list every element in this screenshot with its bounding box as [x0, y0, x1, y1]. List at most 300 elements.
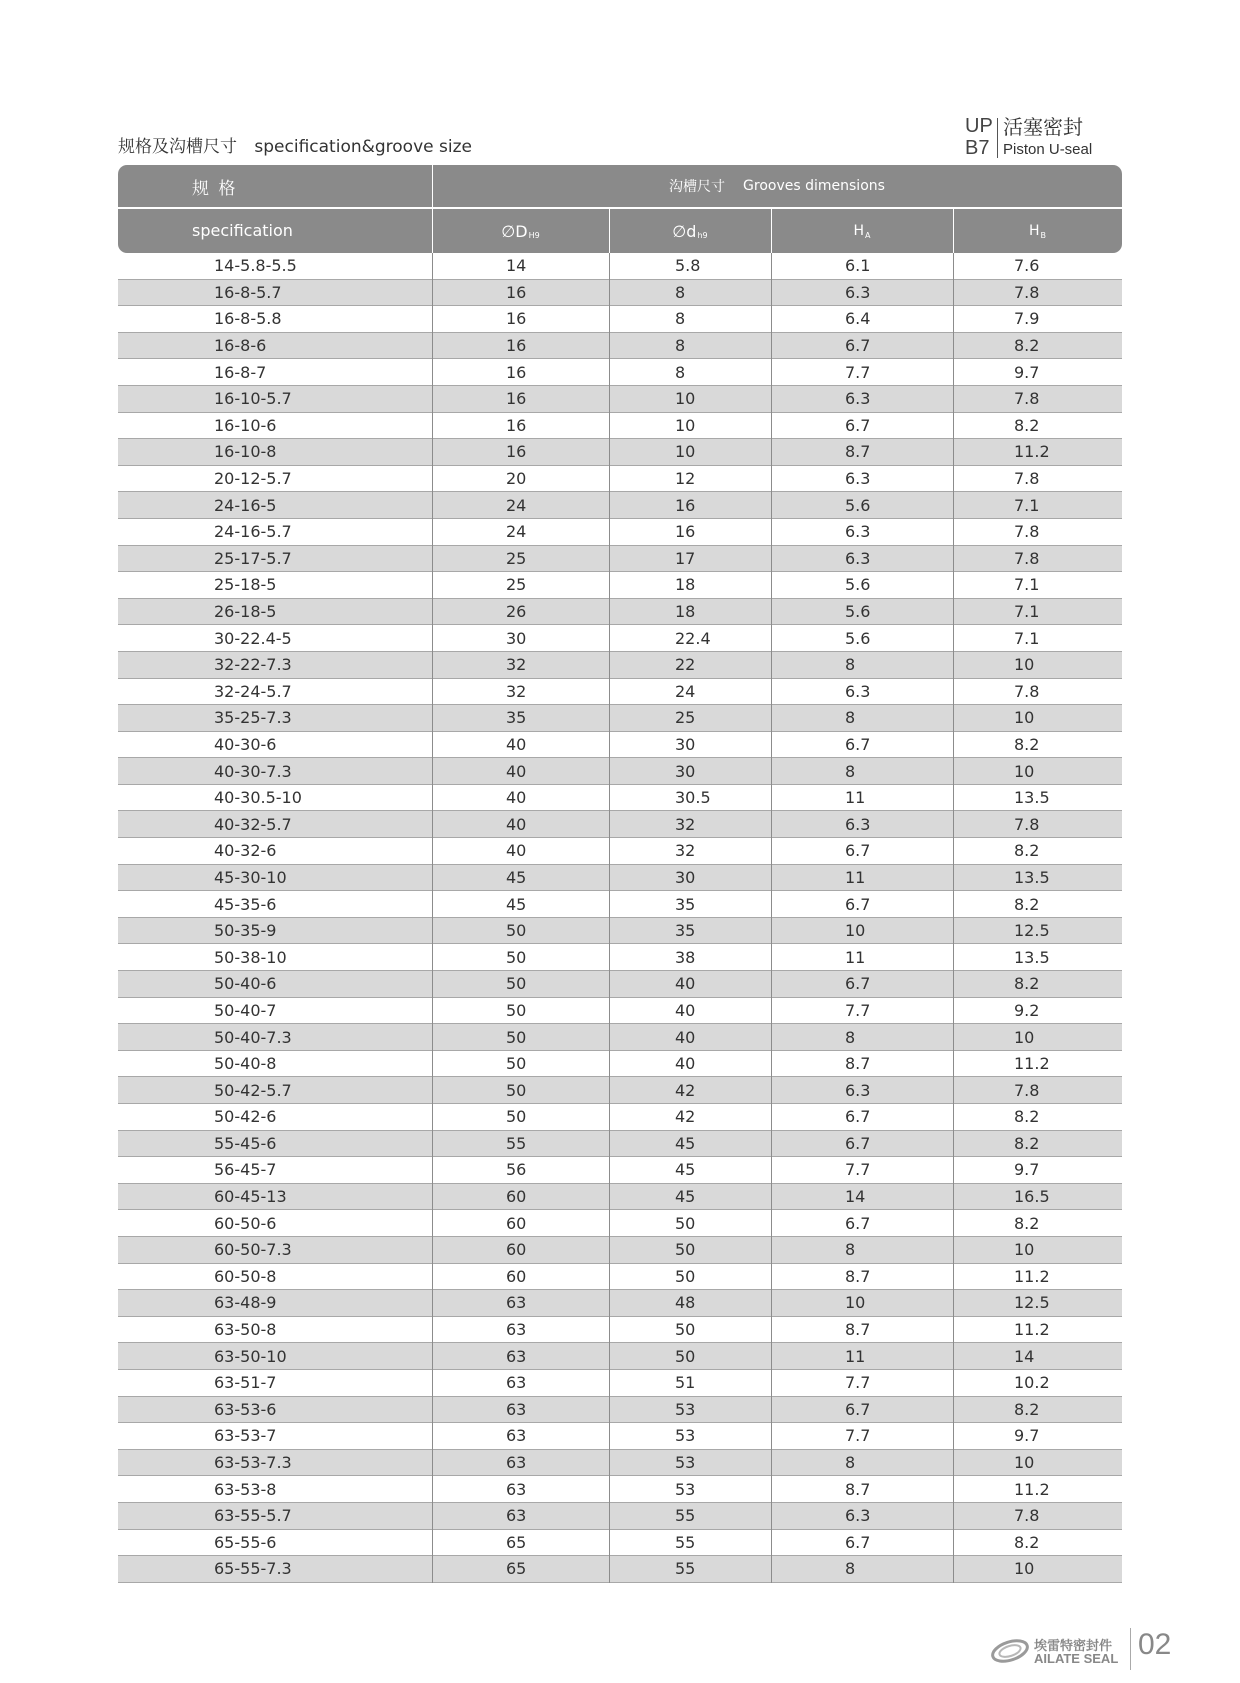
cell-HA: 6.7: [845, 1133, 871, 1153]
cell-HB: 10: [1014, 761, 1035, 781]
cell-spec: 26-18-5: [214, 602, 277, 622]
brand-name-en: AILATE SEAL: [1034, 1651, 1119, 1666]
cell-HB: 7.1: [1014, 628, 1040, 648]
table-row: [118, 625, 1122, 652]
cell-D: 50: [506, 1000, 527, 1020]
cell-spec: 63-50-10: [214, 1346, 287, 1366]
cell-D: 50: [506, 1027, 527, 1047]
cell-HB: 8.2: [1014, 336, 1040, 356]
cell-spec: 24-16-5.7: [214, 522, 292, 542]
cell-d: 8: [675, 336, 686, 356]
cell-D: 32: [506, 681, 527, 701]
cell-HB: 10: [1014, 1027, 1035, 1047]
cell-HA: 6.7: [845, 336, 871, 356]
header-divider-v: [432, 165, 433, 253]
cell-spec: 50-42-5.7: [214, 1080, 292, 1100]
cell-HB: 8.2: [1014, 1213, 1040, 1233]
cell-HB: 13.5: [1014, 867, 1050, 887]
cell-spec: 50-40-6: [214, 974, 277, 994]
cell-HA: 7.7: [845, 1373, 871, 1393]
cell-D: 55: [506, 1133, 527, 1153]
cell-D: 63: [506, 1399, 527, 1419]
cell-HB: 10: [1014, 655, 1035, 675]
cell-HB: 11.2: [1014, 1320, 1050, 1340]
cell-spec: 24-16-5: [214, 495, 277, 515]
cell-D: 40: [506, 841, 527, 861]
col-header-HA-sub: A: [865, 230, 871, 240]
table-row: [118, 918, 1122, 945]
cell-spec: 50-40-7.3: [214, 1027, 292, 1047]
cell-d: 30: [675, 761, 696, 781]
cell-D: 60: [506, 1213, 527, 1233]
cell-HA: 5.6: [845, 495, 871, 515]
cell-HA: 6.7: [845, 894, 871, 914]
table-row: [118, 492, 1122, 519]
cell-d: 17: [675, 548, 696, 568]
cell-HA: 11: [845, 788, 866, 808]
cell-d: 55: [675, 1532, 696, 1552]
cell-d: 53: [675, 1479, 696, 1499]
table-row: [118, 546, 1122, 573]
cell-spec: 63-53-7.3: [214, 1453, 292, 1473]
cell-spec: 60-50-6: [214, 1213, 277, 1233]
cell-HA: 6.7: [845, 974, 871, 994]
cell-HA: 6.7: [845, 734, 871, 754]
cell-spec: 16-10-5.7: [214, 389, 292, 409]
cell-HB: 9.7: [1014, 1160, 1040, 1180]
table-row: [118, 1317, 1122, 1344]
cell-HA: 8.7: [845, 442, 871, 462]
table-row: [118, 1131, 1122, 1158]
cell-HA: 8: [845, 1559, 856, 1579]
cell-spec: 30-22.4-5: [214, 628, 292, 648]
cell-HA: 8.7: [845, 1479, 871, 1499]
col-header-D: [432, 209, 609, 253]
table-row: [118, 1210, 1122, 1237]
cell-D: 40: [506, 788, 527, 808]
cell-d: 32: [675, 841, 696, 861]
cell-D: 50: [506, 947, 527, 967]
cell-HA: 8: [845, 1453, 856, 1473]
cell-HA: 8: [845, 708, 856, 728]
cell-HB: 7.8: [1014, 548, 1040, 568]
cell-d: 18: [675, 575, 696, 595]
cell-D: 45: [506, 867, 527, 887]
cell-D: 16: [506, 336, 527, 356]
table-row: [118, 732, 1122, 759]
product-code-line2: B7: [965, 137, 990, 159]
table-row: [118, 466, 1122, 493]
cell-spec: 40-30-7.3: [214, 761, 292, 781]
cell-spec: 63-50-8: [214, 1320, 277, 1340]
cell-d: 5.8: [675, 256, 701, 276]
cell-spec: 45-35-6: [214, 894, 277, 914]
cell-HB: 12.5: [1014, 1293, 1050, 1313]
cell-spec: 50-42-6: [214, 1107, 277, 1127]
cell-d: 35: [675, 894, 696, 914]
header-divider-v: [609, 209, 610, 253]
cell-HA: 6.7: [845, 841, 871, 861]
cell-HA: 11: [845, 1346, 866, 1366]
cell-D: 24: [506, 522, 527, 542]
cell-D: 16: [506, 415, 527, 435]
cell-D: 45: [506, 894, 527, 914]
cell-spec: 40-30-6: [214, 734, 277, 754]
cell-HB: 16.5: [1014, 1187, 1050, 1207]
cell-D: 25: [506, 548, 527, 568]
cell-d: 50: [675, 1266, 696, 1286]
cell-HB: 8.2: [1014, 894, 1040, 914]
cell-d: 38: [675, 947, 696, 967]
cell-spec: 14-5.8-5.5: [214, 256, 297, 276]
cell-HB: 8.2: [1014, 1532, 1040, 1552]
col-header-d-main: d: [686, 221, 697, 241]
col-header-HA: [771, 209, 953, 253]
groove-header-en: Grooves dimensions: [743, 178, 885, 194]
cell-spec: 60-50-7.3: [214, 1240, 292, 1260]
cell-d: 50: [675, 1320, 696, 1340]
table-body: [118, 253, 1122, 1583]
column-divider: [609, 253, 610, 1583]
cell-spec: 63-48-9: [214, 1293, 277, 1313]
cell-HB: 8.2: [1014, 1133, 1040, 1153]
table-row: [118, 891, 1122, 918]
spec-header-en: specification: [192, 220, 293, 240]
table-row: [118, 386, 1122, 413]
cell-HA: 6.3: [845, 522, 871, 542]
product-name-en: Piston U-seal: [1003, 141, 1093, 158]
cell-D: 24: [506, 495, 527, 515]
cell-HB: 7.8: [1014, 814, 1040, 834]
cell-spec: 63-53-6: [214, 1399, 277, 1419]
table-row: [118, 1476, 1122, 1503]
cell-d: 50: [675, 1346, 696, 1366]
cell-HB: 7.1: [1014, 602, 1040, 622]
table-row: [118, 1530, 1122, 1557]
cell-d: 10: [675, 389, 696, 409]
cell-d: 25: [675, 708, 696, 728]
cell-HA: 10: [845, 1293, 866, 1313]
cell-HA: 8: [845, 761, 856, 781]
cell-HB: 8.2: [1014, 734, 1040, 754]
cell-D: 50: [506, 974, 527, 994]
cell-d: 30.5: [675, 788, 711, 808]
cell-HB: 11.2: [1014, 442, 1050, 462]
table-row: [118, 1343, 1122, 1370]
cell-d: 10: [675, 442, 696, 462]
cell-spec: 50-35-9: [214, 921, 277, 941]
cell-D: 50: [506, 1054, 527, 1074]
product-name-zh: 活塞密封: [1003, 115, 1083, 139]
cell-HB: 8.2: [1014, 1399, 1040, 1419]
cell-d: 35: [675, 921, 696, 941]
cell-spec: 50-40-8: [214, 1054, 277, 1074]
header-divider-h: [118, 207, 1122, 209]
cell-d: 30: [675, 867, 696, 887]
cell-spec: 16-8-5.7: [214, 282, 282, 302]
cell-D: 63: [506, 1320, 527, 1340]
table-row: [118, 1290, 1122, 1317]
spec-header-zh: 规 格: [192, 178, 238, 199]
cell-spec: 16-8-7: [214, 362, 267, 382]
cell-d: 16: [675, 522, 696, 542]
cell-spec: 55-45-6: [214, 1133, 277, 1153]
cell-spec: 63-51-7: [214, 1373, 277, 1393]
table-row: [118, 1397, 1122, 1424]
table-row: [118, 253, 1122, 280]
cell-HA: 6.7: [845, 1107, 871, 1127]
cell-HB: 7.8: [1014, 681, 1040, 701]
page-title-en: specification&groove size: [254, 137, 472, 157]
cell-HB: 10: [1014, 708, 1035, 728]
cell-HA: 7.7: [845, 1426, 871, 1446]
cell-spec: 65-55-7.3: [214, 1559, 292, 1579]
cell-HB: 8.2: [1014, 415, 1040, 435]
cell-HA: 6.3: [845, 1080, 871, 1100]
cell-spec: 32-24-5.7: [214, 681, 292, 701]
table-row: [118, 998, 1122, 1025]
cell-d: 30: [675, 734, 696, 754]
header-divider-v: [771, 209, 772, 253]
cell-HB: 7.1: [1014, 575, 1040, 595]
cell-d: 12: [675, 469, 696, 489]
cell-HB: 13.5: [1014, 947, 1050, 967]
cell-HA: 6.4: [845, 309, 871, 329]
cell-HB: 9.2: [1014, 1000, 1040, 1020]
cell-HA: 6.1: [845, 256, 871, 276]
table-row: [118, 572, 1122, 599]
cell-HA: 8.7: [845, 1320, 871, 1340]
table-row: [118, 865, 1122, 892]
cell-d: 53: [675, 1399, 696, 1419]
cell-D: 63: [506, 1346, 527, 1366]
cell-HB: 10: [1014, 1453, 1035, 1473]
table-row: [118, 306, 1122, 333]
table-row: [118, 811, 1122, 838]
cell-D: 16: [506, 282, 527, 302]
cell-HA: 7.7: [845, 1160, 871, 1180]
cell-D: 16: [506, 362, 527, 382]
brand-name-zh: 埃雷特密封件: [1034, 1639, 1113, 1654]
cell-D: 60: [506, 1240, 527, 1260]
cell-HA: 7.7: [845, 362, 871, 382]
table-row: [118, 1104, 1122, 1131]
cell-HA: 8: [845, 1027, 856, 1047]
table-row: [118, 439, 1122, 466]
cell-HB: 9.7: [1014, 1426, 1040, 1446]
cell-D: 16: [506, 442, 527, 462]
cell-HA: 11: [845, 947, 866, 967]
cell-HB: 7.9: [1014, 309, 1040, 329]
table-row: [118, 359, 1122, 386]
cell-HA: 7.7: [845, 1000, 871, 1020]
cell-spec: 40-32-6: [214, 841, 277, 861]
cell-spec: 50-38-10: [214, 947, 287, 967]
cell-d: 8: [675, 309, 686, 329]
cell-HA: 6.7: [845, 1399, 871, 1419]
cell-d: 51: [675, 1373, 696, 1393]
cell-HA: 5.6: [845, 575, 871, 595]
cell-HA: 10: [845, 921, 866, 941]
cell-D: 50: [506, 1080, 527, 1100]
cell-D: 35: [506, 708, 527, 728]
product-code-line1: UP: [965, 115, 993, 137]
cell-HA: 6.3: [845, 681, 871, 701]
cell-HA: 8.7: [845, 1266, 871, 1286]
cell-HB: 7.8: [1014, 469, 1040, 489]
table-header: [118, 165, 1122, 253]
cell-HB: 11.2: [1014, 1054, 1050, 1074]
cell-D: 20: [506, 469, 527, 489]
cell-d: 8: [675, 362, 686, 382]
cell-D: 50: [506, 921, 527, 941]
col-header-d: [609, 209, 771, 253]
cell-HB: 10: [1014, 1559, 1035, 1579]
table-row: [118, 1423, 1122, 1450]
table-row: [118, 413, 1122, 440]
cell-d: 55: [675, 1506, 696, 1526]
cell-spec: 65-55-6: [214, 1532, 277, 1552]
table-row: [118, 652, 1122, 679]
col-header-HB: [953, 209, 1122, 253]
cell-spec: 40-32-5.7: [214, 814, 292, 834]
cell-d: 24: [675, 681, 696, 701]
cell-spec: 63-55-5.7: [214, 1506, 292, 1526]
cell-spec: 35-25-7.3: [214, 708, 292, 728]
table-row: [118, 679, 1122, 706]
cell-spec: 25-17-5.7: [214, 548, 292, 568]
cell-d: 53: [675, 1426, 696, 1446]
logo-swirl-icon: [990, 1635, 1032, 1665]
cell-spec: 40-30.5-10: [214, 788, 302, 808]
cell-spec: 16-8-6: [214, 336, 267, 356]
table-row: [118, 333, 1122, 360]
cell-HB: 7.8: [1014, 282, 1040, 302]
cell-HA: 5.6: [845, 602, 871, 622]
table-row: [118, 280, 1122, 307]
cell-spec: 16-10-8: [214, 442, 277, 462]
cell-D: 65: [506, 1532, 527, 1552]
cell-D: 63: [506, 1479, 527, 1499]
cell-D: 60: [506, 1187, 527, 1207]
cell-D: 40: [506, 761, 527, 781]
cell-d: 32: [675, 814, 696, 834]
cell-D: 50: [506, 1107, 527, 1127]
table-row: [118, 1237, 1122, 1264]
cell-d: 40: [675, 1000, 696, 1020]
cell-d: 55: [675, 1559, 696, 1579]
cell-HB: 8.2: [1014, 1107, 1040, 1127]
table-row: [118, 1556, 1122, 1583]
cell-D: 40: [506, 734, 527, 754]
column-divider: [432, 253, 433, 1583]
diameter-icon: ∅: [501, 221, 516, 241]
cell-d: 50: [675, 1213, 696, 1233]
cell-D: 63: [506, 1373, 527, 1393]
column-divider: [953, 253, 954, 1583]
table-row: [118, 519, 1122, 546]
table-row: [118, 838, 1122, 865]
page-title-zh: 规格及沟槽尺寸: [118, 137, 237, 157]
cell-d: 45: [675, 1187, 696, 1207]
cell-d: 48: [675, 1293, 696, 1313]
cell-HB: 8.2: [1014, 841, 1040, 861]
cell-d: 45: [675, 1133, 696, 1153]
cell-D: 63: [506, 1453, 527, 1473]
column-divider: [771, 253, 772, 1583]
cell-HB: 7.1: [1014, 495, 1040, 515]
table-row: [118, 1184, 1122, 1211]
cell-D: 14: [506, 256, 527, 276]
table-row: [118, 599, 1122, 626]
cell-spec: 63-53-7: [214, 1426, 277, 1446]
cell-d: 22: [675, 655, 696, 675]
cell-HB: 12.5: [1014, 921, 1050, 941]
col-header-d-sub: h9: [697, 230, 708, 240]
cell-d: 8: [675, 282, 686, 302]
cell-spec: 50-40-7: [214, 1000, 277, 1020]
page-title: [118, 132, 472, 157]
cell-HB: 10.2: [1014, 1373, 1050, 1393]
cell-d: 16: [675, 495, 696, 515]
cell-d: 50: [675, 1240, 696, 1260]
cell-spec: 16-8-5.8: [214, 309, 282, 329]
table-row: [118, 1077, 1122, 1104]
cell-d: 42: [675, 1107, 696, 1127]
cell-D: 65: [506, 1559, 527, 1579]
cell-spec: 60-45-13: [214, 1187, 287, 1207]
cell-HB: 7.8: [1014, 389, 1040, 409]
cell-D: 40: [506, 814, 527, 834]
cell-d: 40: [675, 974, 696, 994]
cell-HA: 8: [845, 655, 856, 675]
cell-D: 63: [506, 1506, 527, 1526]
table-row: [118, 1264, 1122, 1291]
cell-d: 42: [675, 1080, 696, 1100]
cell-HB: 9.7: [1014, 362, 1040, 382]
cell-spec: 25-18-5: [214, 575, 277, 595]
cell-spec: 56-45-7: [214, 1160, 277, 1180]
cell-D: 16: [506, 389, 527, 409]
cell-HB: 10: [1014, 1240, 1035, 1260]
cell-HA: 6.3: [845, 1506, 871, 1526]
cell-spec: 32-22-7.3: [214, 655, 292, 675]
cell-spec: 45-30-10: [214, 867, 287, 887]
cell-D: 60: [506, 1266, 527, 1286]
cell-D: 56: [506, 1160, 527, 1180]
cell-d: 40: [675, 1027, 696, 1047]
cell-HA: 6.7: [845, 415, 871, 435]
table-row: [118, 971, 1122, 998]
col-header-HB-main: H: [1028, 223, 1040, 239]
cell-HB: 7.8: [1014, 522, 1040, 542]
cell-D: 63: [506, 1426, 527, 1446]
cell-HB: 11.2: [1014, 1266, 1050, 1286]
cell-HB: 7.6: [1014, 256, 1040, 276]
groove-header-zh: 沟槽尺寸: [669, 179, 726, 195]
cell-HA: 11: [845, 867, 866, 887]
cell-HA: 6.7: [845, 1213, 871, 1233]
col-header-D-main: D: [515, 221, 528, 241]
table-row: [118, 1450, 1122, 1477]
cell-HA: 6.3: [845, 469, 871, 489]
cell-HA: 6.3: [845, 282, 871, 302]
product-code: [965, 116, 995, 160]
cell-D: 32: [506, 655, 527, 675]
table-row: [118, 758, 1122, 785]
table-row: [118, 1024, 1122, 1051]
cell-HB: 14: [1014, 1346, 1035, 1366]
